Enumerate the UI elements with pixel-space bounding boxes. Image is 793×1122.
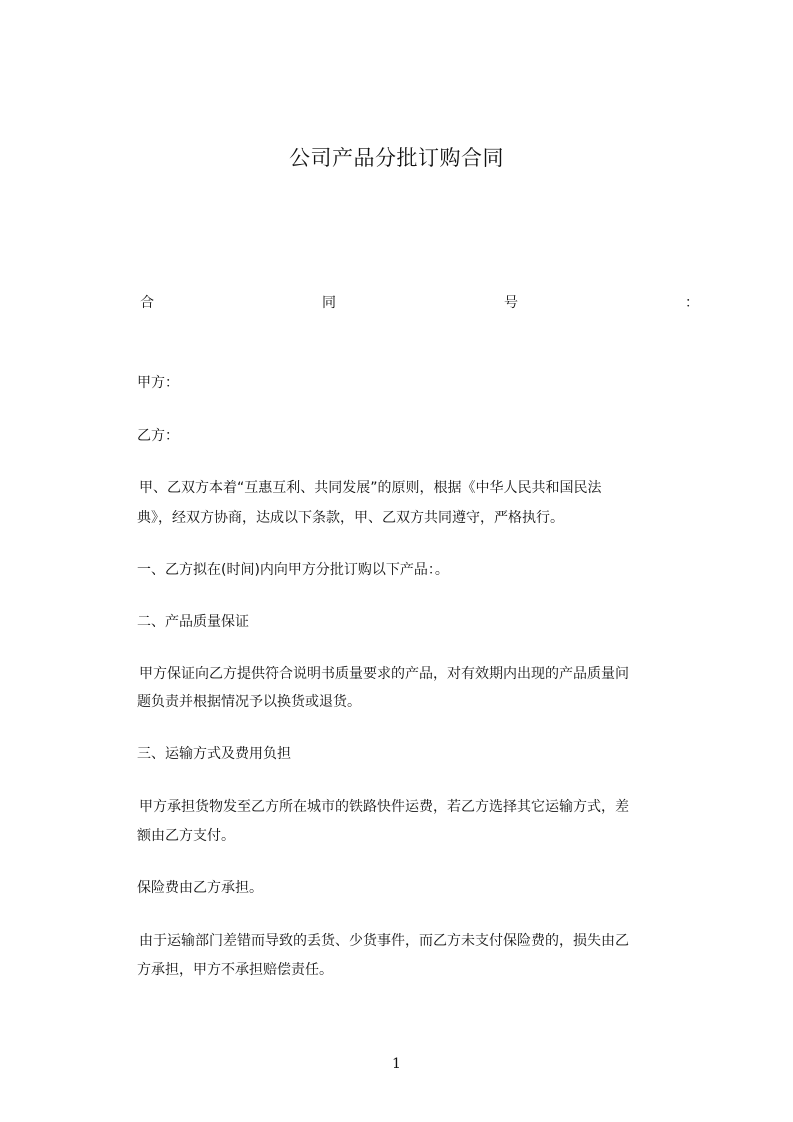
- contract-number-char-3: 号: [504, 295, 518, 311]
- document-title: 公司产品分批订购合同: [289, 146, 504, 170]
- section-3-paragraph-1-line-2: 额由乙方支付。: [137, 828, 235, 844]
- section-3-paragraph-2: 保险费由乙方承担。: [137, 880, 263, 896]
- section-3-paragraph-3-line-2: 方承担，甲方不承担赔偿责任。: [137, 962, 333, 978]
- party-b-label: 乙方：: [137, 428, 179, 444]
- section-2-paragraph-line-2: 题负责并根据情况予以换货或退货。: [137, 694, 361, 710]
- contract-number-row: [140, 292, 699, 312]
- section-3-heading: 三、运输方式及费用负担: [137, 746, 291, 762]
- party-a-label: 甲方：: [137, 375, 179, 391]
- contract-number-char-2: 同: [322, 295, 336, 311]
- section-3-paragraph-1-line-1: 甲方承担货物发至乙方所在城市的铁路快件运费，若乙方选择其它运输方式，差: [139, 799, 629, 815]
- section-3-paragraph-3-line-1: 由于运输部门差错而导致的丢货、少货事件，而乙方未支付保险费的，损失由乙: [139, 933, 629, 949]
- page-number: 1: [392, 1056, 401, 1072]
- section-2-paragraph-line-1: 甲方保证向乙方提供符合说明书质量要求的产品，对有效期内出现的产品质量问: [139, 666, 629, 682]
- contract-number-colon: ：: [685, 295, 699, 311]
- contract-number-char-1: 合: [140, 295, 154, 311]
- intro-paragraph-line-2: 典》，经双方协商，达成以下条款，甲、乙双方共同遵守，严格执行。: [137, 510, 564, 526]
- section-1-text: 一、乙方拟在(时间)内向甲方分批订购以下产品：。: [137, 562, 449, 578]
- section-2-heading: 二、产品质量保证: [137, 614, 249, 630]
- intro-paragraph-line-1: 甲、乙双方本着“互惠互利、共同发展”的原则，根据《中华人民共和国民法: [139, 480, 602, 496]
